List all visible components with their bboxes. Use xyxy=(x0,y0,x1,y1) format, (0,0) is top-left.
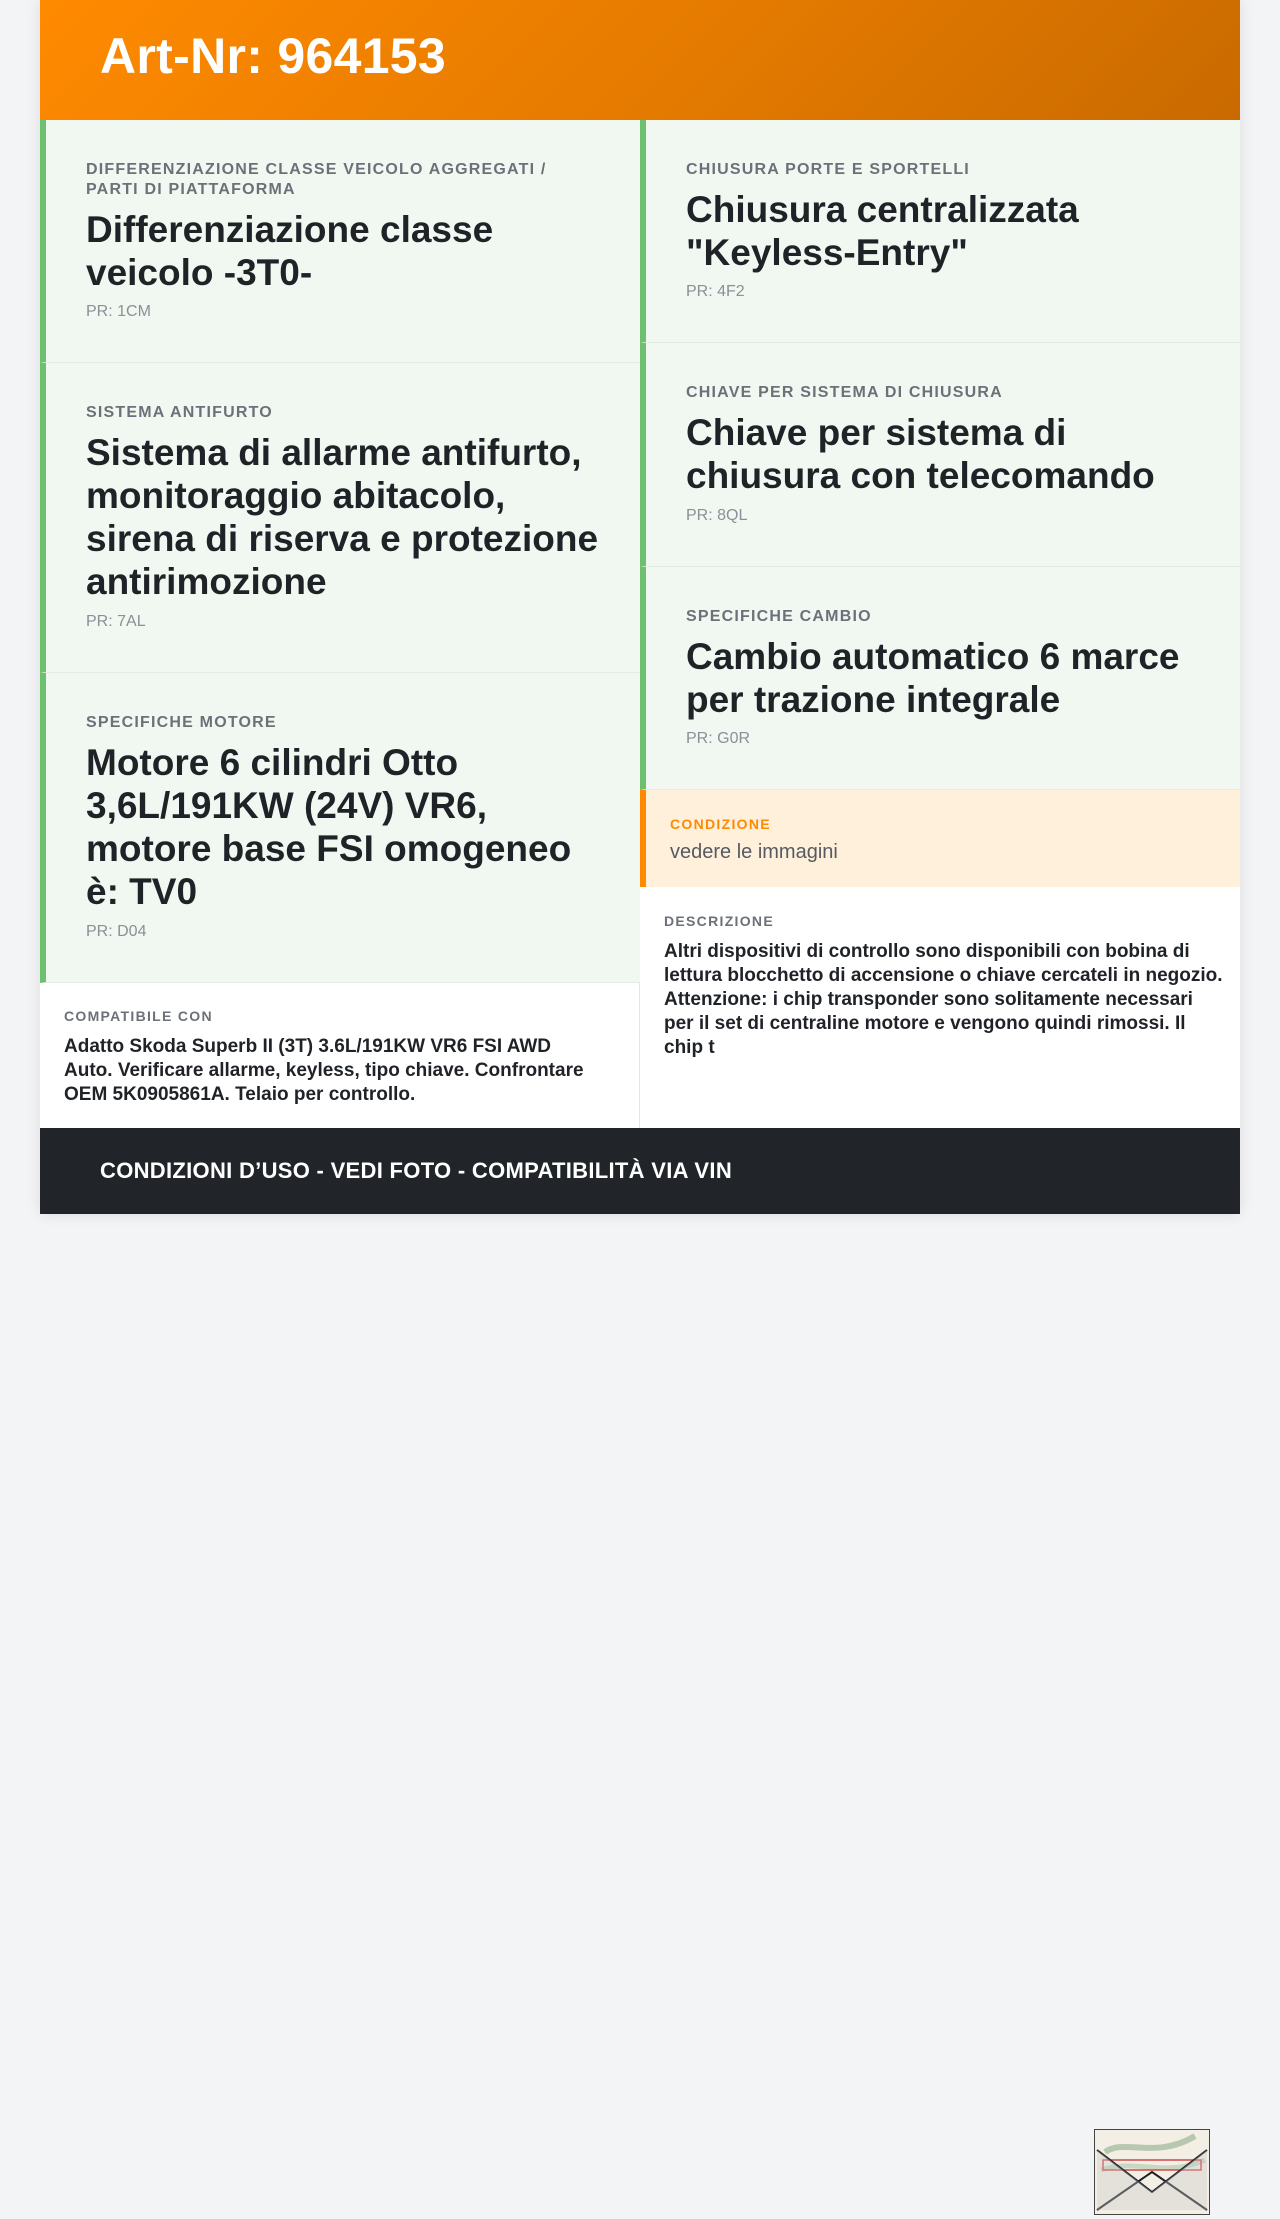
description-section xyxy=(664,912,1224,1060)
spec-card-antitheft xyxy=(40,363,640,673)
spec-card-title: Differenziazione classe veicolo -3T0- xyxy=(86,209,494,293)
compatible-label: COMPATIBILE CON xyxy=(64,1008,213,1024)
spec-card-category: DIFFERENZIAZIONE CLASSE VEICOLO AGGREGATI / PARTI DI PIATTAFORMA xyxy=(86,161,547,198)
condition-box xyxy=(640,790,1240,887)
spec-card-pr-code: PR: D04 xyxy=(86,923,147,940)
article-header xyxy=(40,0,1240,120)
spec-card-category: CHIAVE PER SISTEMA DI CHIUSURA xyxy=(686,384,1003,401)
spec-card-category: SPECIFICHE CAMBIO xyxy=(686,608,872,625)
spec-card-title: Chiusura centralizzata "Keyless-Entry" xyxy=(686,189,1079,273)
spec-card-title: Motore 6 cilindri Otto 3,6L/191KW (24V) VR6, motore base FSI omogeneo è: TV0 xyxy=(86,742,572,912)
spec-card-engine xyxy=(40,673,640,983)
spec-card-category: SPECIFICHE MOTORE xyxy=(86,714,277,731)
spec-card-pr-code: PR: G0R xyxy=(686,730,751,747)
spec-card-pr-code: PR: 7AL xyxy=(86,613,146,630)
spec-card-gearbox xyxy=(640,567,1240,790)
condition-value: vedere le immagini xyxy=(670,841,838,863)
description-text: Altri dispositivi di controllo sono disponibili con bobina di lettura blocchetto di accensione o chiave cercateli in negozio. Attenzione: i chip transponder sono solitamente necessari per il set di centraline motore e vengono quindi rimossi. Il chip t xyxy=(664,941,1223,1058)
spec-card-category: SISTEMA ANTIFURTO xyxy=(86,404,273,421)
condition-label: CONDIZIONE xyxy=(670,816,771,832)
spec-card-title: Chiave per sistema di chiusura con telecomando xyxy=(686,412,1155,496)
article-number-title: Art-Nr: 964153 xyxy=(100,28,447,84)
spec-card-pr-code: PR: 4F2 xyxy=(686,283,745,300)
footer-bar xyxy=(40,1128,1240,1214)
envelope-icon xyxy=(1095,2130,1209,2214)
spec-card-pr-code: PR: 8QL xyxy=(686,507,748,524)
compatible-section xyxy=(64,1007,604,1107)
spec-card-title: Cambio automatico 6 marce per trazione integrale xyxy=(686,636,1180,720)
spec-card-vehicle-class xyxy=(40,120,640,363)
spec-card-key xyxy=(640,343,1240,567)
spec-card-category: CHIUSURA PORTE E SPORTELLI xyxy=(686,161,970,178)
spec-card-pr-code: PR: 1CM xyxy=(86,303,151,320)
footer-text: CONDIZIONI D’USO - VEDI FOTO - COMPATIBILITÀ VIA VIN xyxy=(100,1158,733,1183)
spec-card-title: Sistema di allarme antifurto, monitoraggio abitacolo, sirena di riserva e protezione antirimozione xyxy=(86,432,599,602)
vehicle-document-thumbnail xyxy=(1094,2129,1210,2215)
compatible-text: Adatto Skoda Superb II (3T) 3.6L/191KW VR6 FSI AWD Auto. Verificare allarme, keyless, tipo chiave. Confrontare OEM 5K0905861A. Telaio per controllo. xyxy=(64,1036,584,1105)
description-label: DESCRIZIONE xyxy=(664,913,774,929)
spec-card-central-locking xyxy=(640,120,1240,343)
bottom-column-divider xyxy=(639,983,640,1128)
article-sheet xyxy=(40,0,1240,1214)
